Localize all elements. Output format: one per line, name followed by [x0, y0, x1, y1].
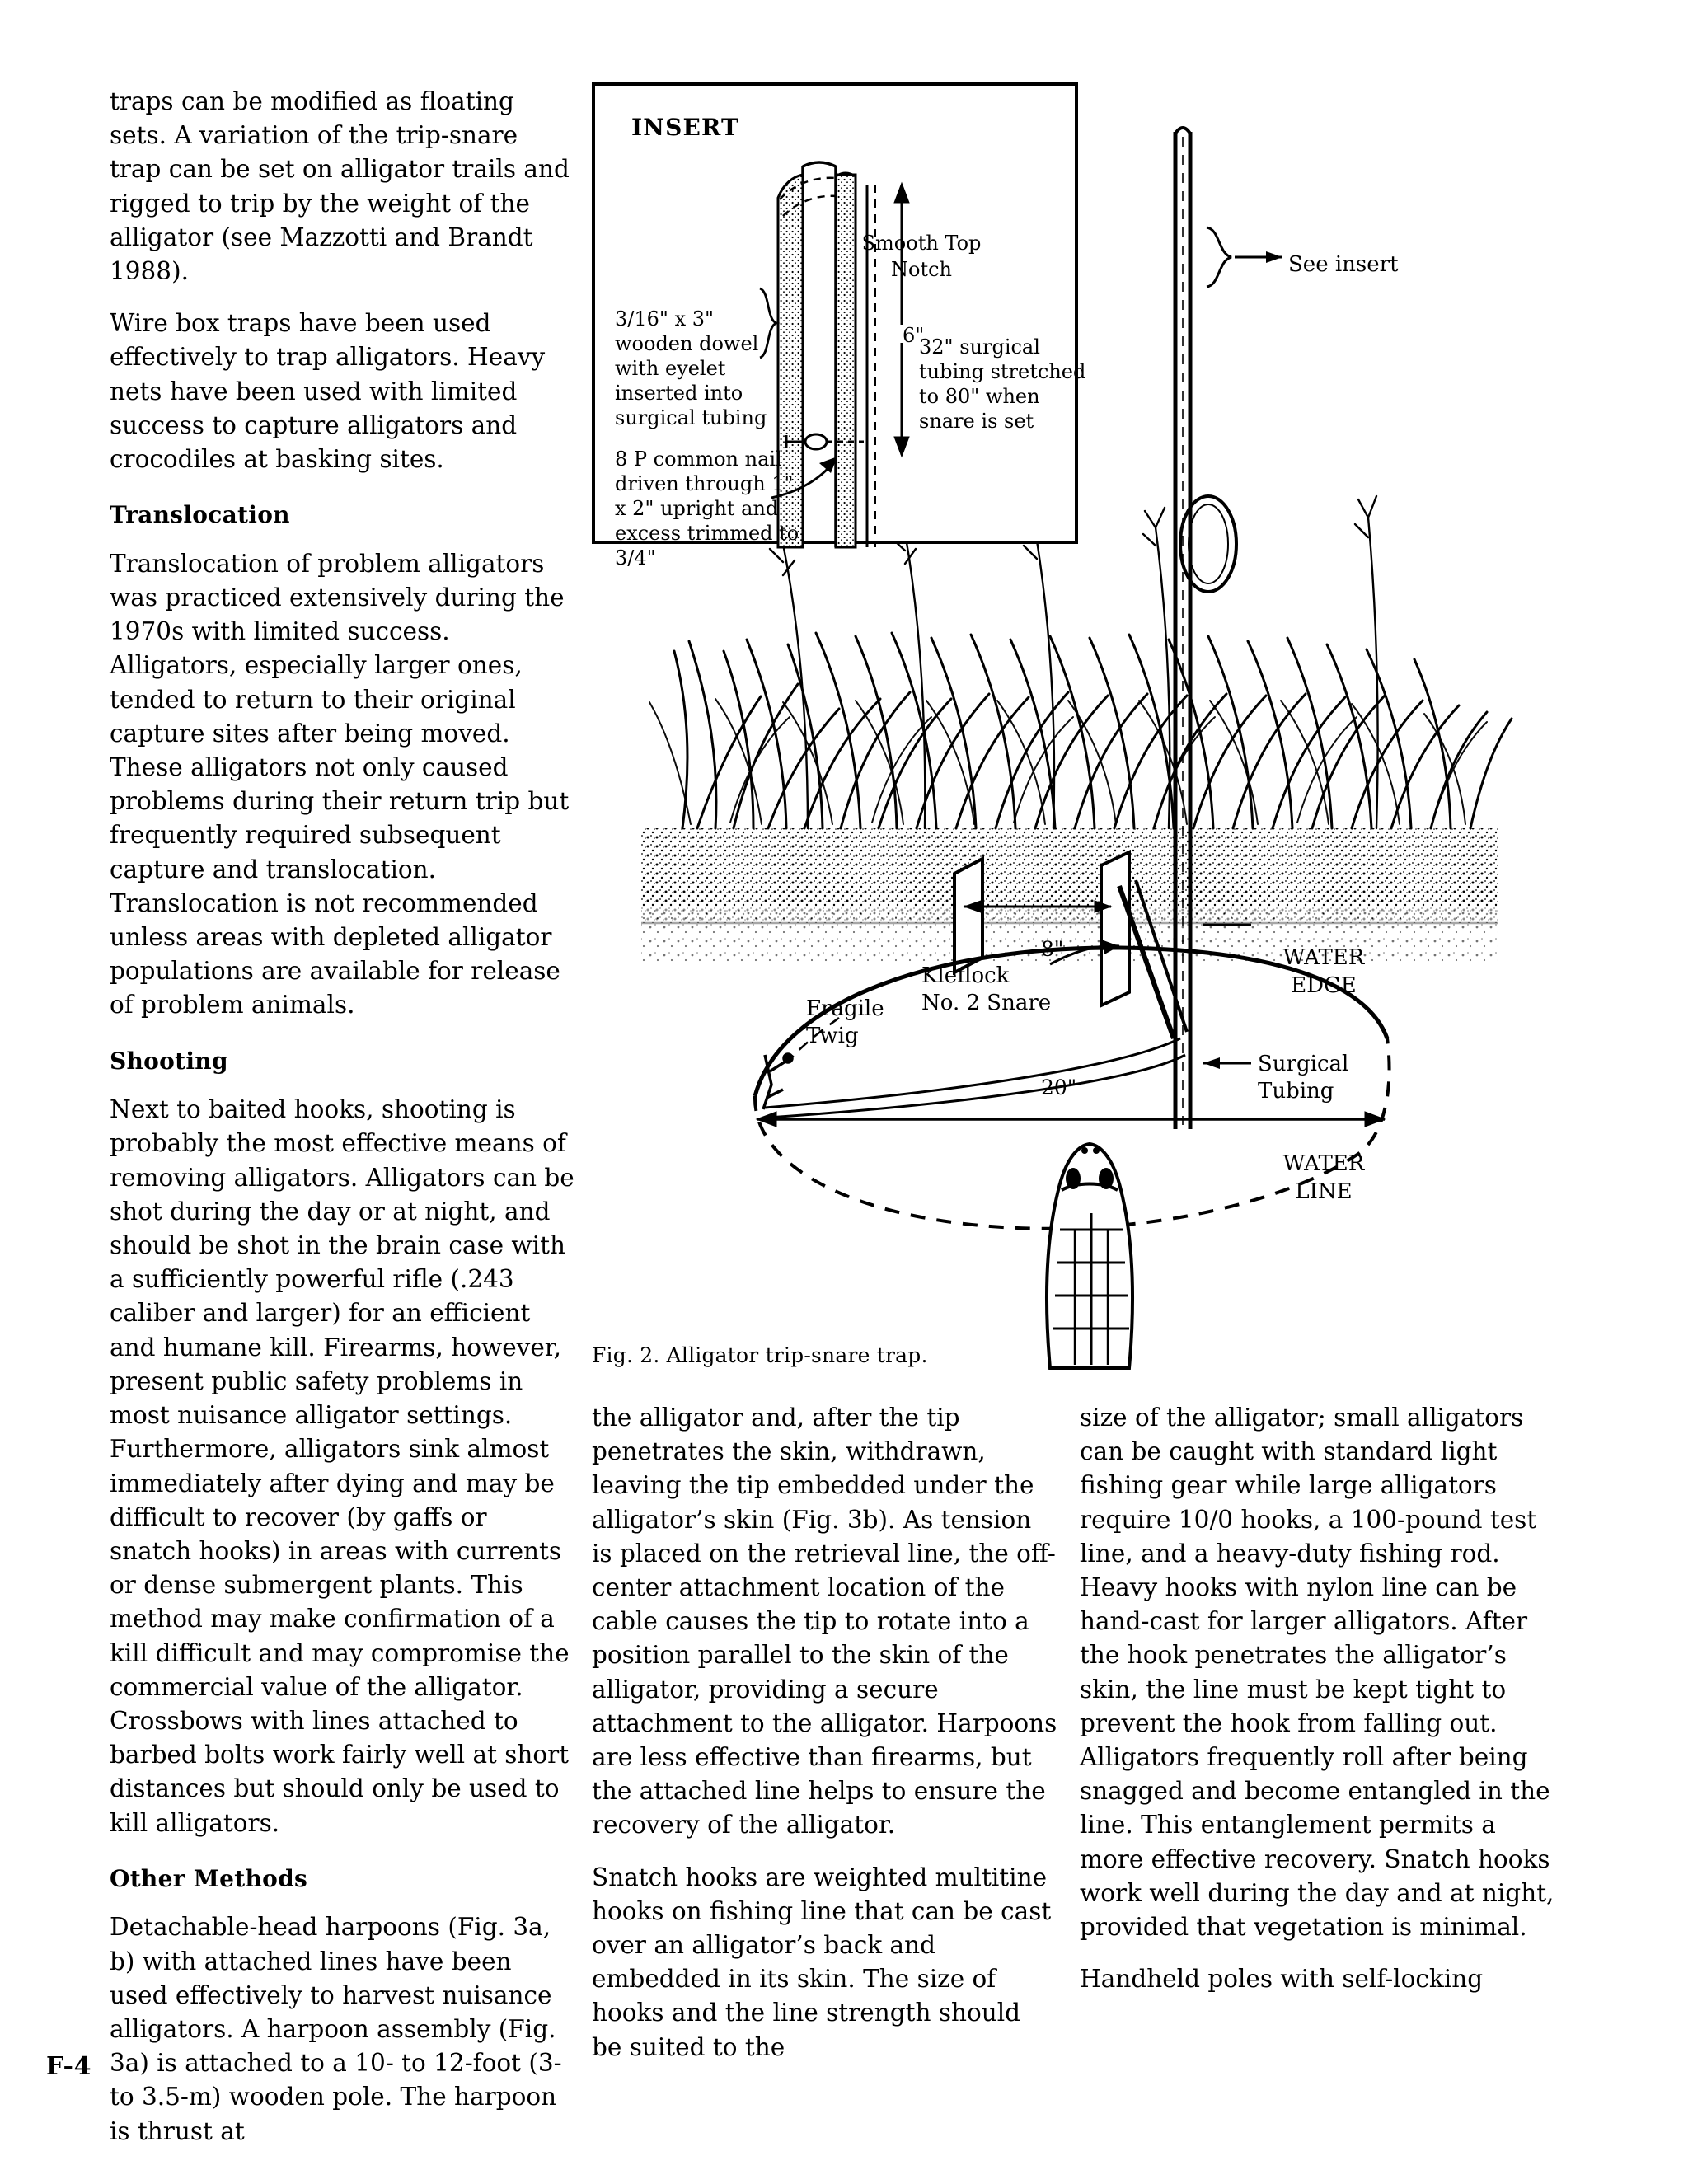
insert-label-surgical-tubing-length: 32" surgical tubing stretched to 80" when snare is set	[919, 335, 1086, 433]
figure-label-surgical-tubing	[1258, 1051, 1381, 1105]
page-number: F-4	[46, 2052, 92, 2081]
figure-caption: Fig. 2. Alligator trip-snare trap.	[592, 1343, 928, 1367]
section-heading-shooting: Shooting	[110, 1047, 228, 1075]
paragraph: Next to baited hooks, shooting is probably the most effective means of removing alligators. Alligators can be shot during the day or at night, and should be shot in the brain case with a sufficiently powerful rifle (.243 caliber and larger) for an efficient and humane kill. Firearms, however, present public safety problems in most nuisance alligator settings. Furthermore, alligators sink almost immediately after dying and may be difficult to recover (by gaffs or snatch hooks) in areas with currents or dense submergent plants. This method may make confirmation of a kill difficult and may compromise the commercial value of the alligator. Crossbows with lines attached to barbed bolts work fairly well at short distances but should only be used to kill alligators.	[110, 1095, 574, 1837]
figure-label-water-line-line1: WATER	[1282, 1151, 1365, 1176]
figure-label-surgical-line2: Tubing	[1258, 1079, 1334, 1104]
paragraph: size of the alligator; small alligators can be caught with standard light fishing gear while large alligators require 10/0 hooks, a 100-pound test line, and a heavy-duty fishing rod. Heavy hooks with nylon line can be hand-cast for larger alligators. After the hook penetrates the alligator’s skin, the line must be kept tight to prevent the hook from falling out. Alligators frequently roll after being snagged and become entangled in the line. This entanglement permits a more effective recovery. Snatch hooks work well during the day and at night, provided that vegetation is minimal.	[1080, 1404, 1554, 1942]
right-text-column	[1080, 1401, 1556, 1996]
figure-label-fragile-line2: Twig	[806, 1024, 859, 1048]
section-heading-other-methods: Other Methods	[110, 1864, 308, 1892]
insert-label-smooth-top-line1: Smooth Top	[861, 232, 982, 255]
insert-detail-panel	[592, 82, 1086, 569]
figure-label-water-edge-line2: EDGE	[1291, 973, 1357, 998]
figure-label-water-edge-line1: WATER	[1282, 945, 1365, 970]
figure-label-surgical-line1: Surgical	[1258, 1052, 1349, 1076]
paragraph: Translocation of problem alligators was practiced extensively during the 1970s with limited success. Alligators, especially larger ones, tended to return to their original capture sites after being moved. These alligators not only caused problems during their return trip but frequently required subsequent capture and translocation. Translocation is not recommended unless areas with depleted alligator populations are available for release of problem animals.	[110, 549, 570, 1019]
figure-label-kleflock-line2: No. 2 Snare	[921, 991, 1052, 1015]
insert-label-nail: 8 P common nail driven through 1" x 2" upright and excess trimmed to 3/4"	[615, 448, 799, 569]
paragraph: Handheld poles with self-locking	[1080, 1965, 1484, 1994]
figure-label-fragile-line1: Fragile	[806, 996, 884, 1021]
insert-label-smooth-top-line2: Notch	[891, 258, 952, 281]
figure-label-kleflock-snare	[921, 963, 1070, 1017]
figure-dimension-8in: 8"	[1041, 937, 1064, 961]
paragraph: the alligator and, after the tip penetrates the skin, withdrawn, leaving the tip embedded under the alligator’s skin (Fig. 3b). As tension is placed on the retrieval line, the off-center attachment location of the cable causes the tip to rotate into a position parallel to the skin of the alligator, providing a secure attachment to the alligator. Harpoons are less effective than firearms, but the attached line helps to ensure the recovery of the alligator.	[592, 1404, 1057, 1840]
section-heading-translocation: Translocation	[110, 501, 290, 529]
figure-label-water-edge	[1258, 944, 1390, 1000]
insert-title: INSERT	[631, 114, 740, 141]
figure-alligator-trip-snare-trap	[592, 82, 1573, 1385]
figure-label-see-insert: See insert	[1288, 252, 1399, 277]
paragraph: Snatch hooks are weighted multitine hooks on fishing line that can be cast over an alligator’s back and embedded in its skin. The size of hooks and the line strength should be suited to the	[592, 1863, 1052, 2061]
insert-label-dowel: 3/16" x 3" wooden dowel with eyelet inserted into surgical tubing	[615, 307, 767, 429]
middle-text-column	[592, 1401, 1057, 2064]
figure-dimension-20in: 20"	[1041, 1076, 1077, 1099]
paragraph: Wire box traps have been used effectively to trap alligators. Heavy nets have been used with limited success to capture alligators and crocodiles at basking sites.	[110, 309, 546, 474]
figure-label-water-line-line2: LINE	[1295, 1179, 1353, 1204]
paragraph: traps can be modified as floating sets. A variation of the trip-snare trap can be set on alligator trails and rigged to trip by the weight of the alligator (see Mazzotti and Brandt 1988).	[110, 87, 570, 286]
insert-dimension-6in: 6"	[903, 324, 925, 347]
left-text-column	[110, 85, 576, 2149]
paragraph: Detachable-head harpoons (Fig. 3a, b) with attached lines have been used effectively to harvest nuisance alligators. A harpoon assembly (Fig. 3a) is attached to a 10- to 12-foot (3- to 3.5-m) wooden pole. The harpoon is thrust at	[110, 1913, 562, 2145]
figure-label-kleflock-line1: Kleflock	[921, 963, 1010, 988]
insert-label-smooth-top-notch	[839, 230, 1004, 283]
figure-label-water-line	[1258, 1150, 1390, 1206]
figure-label-fragile-twig	[806, 996, 905, 1050]
